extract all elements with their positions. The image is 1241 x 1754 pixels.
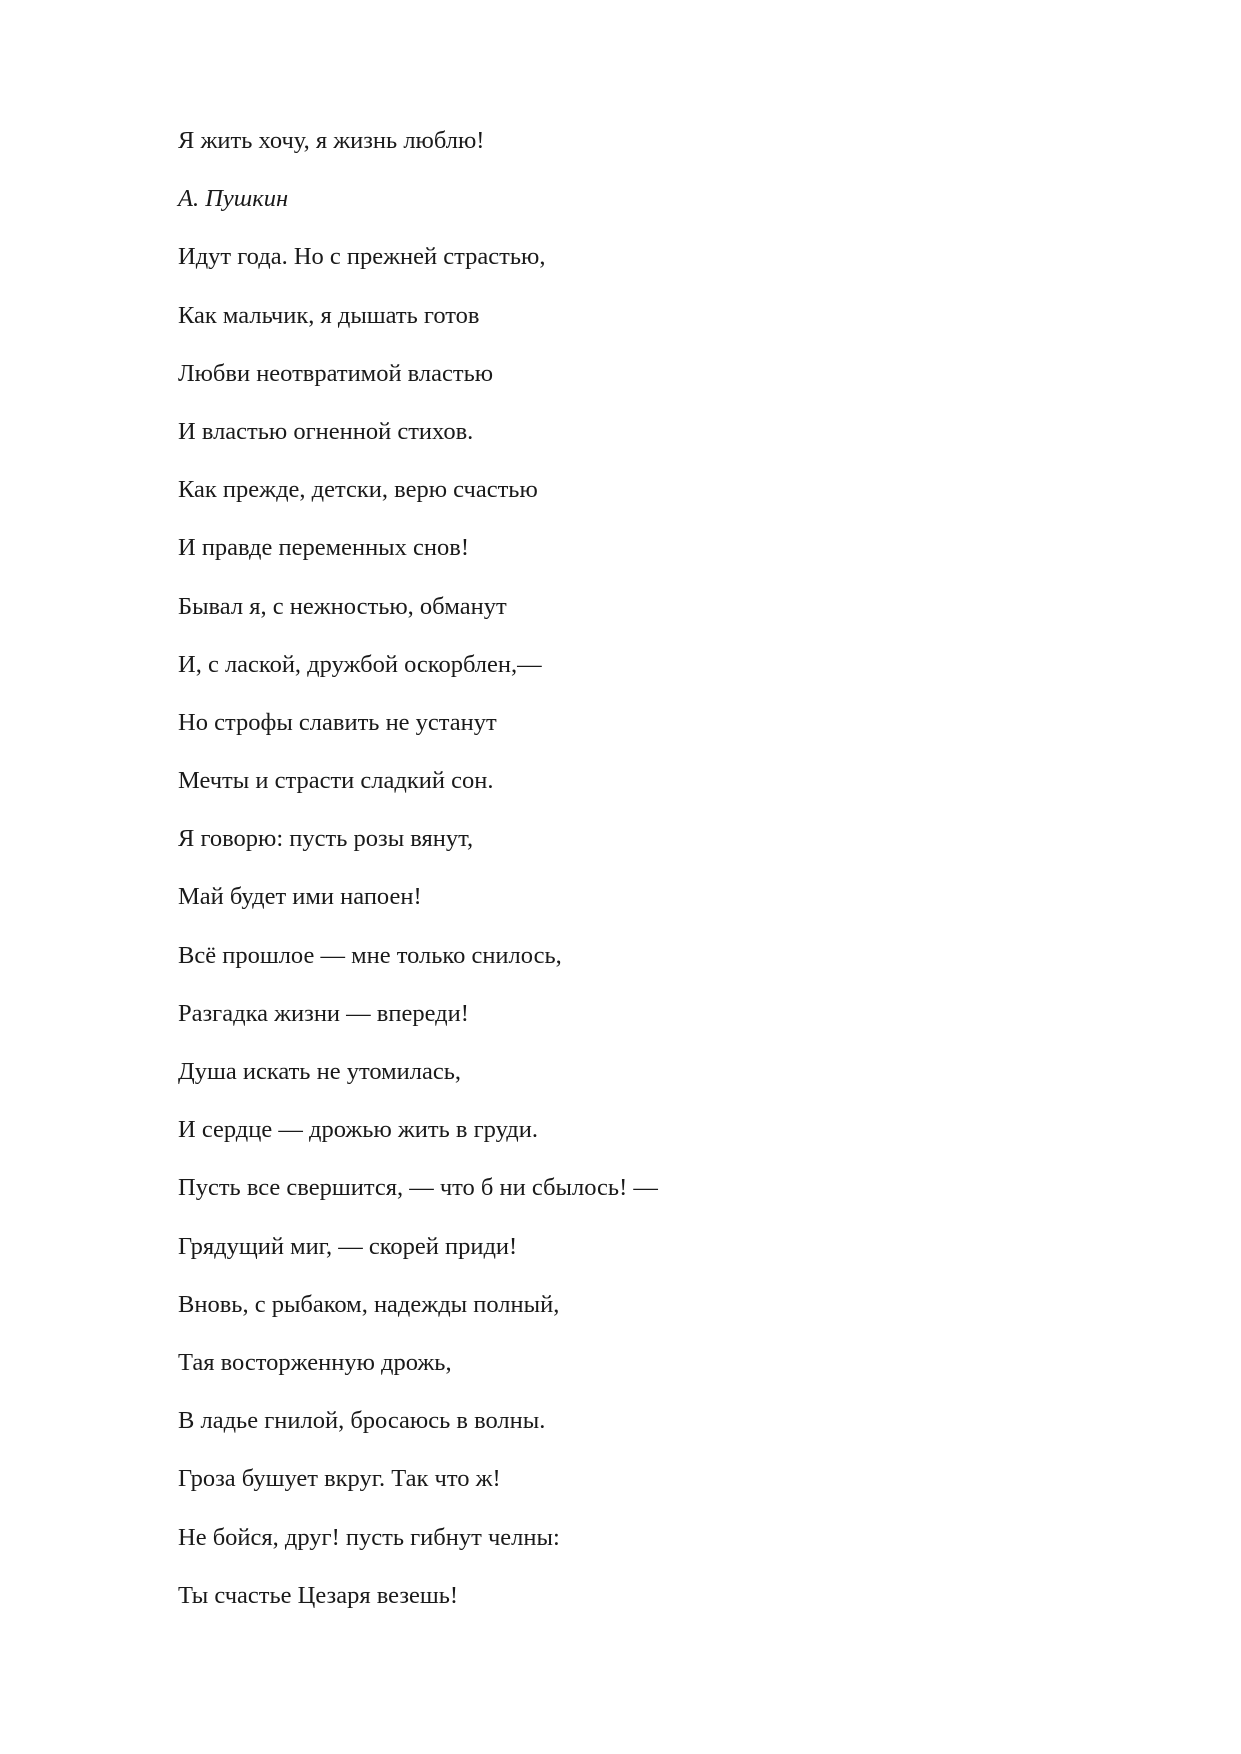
poem-line: Пусть все свершится, — что б ни сбылось! — bbox=[178, 1174, 658, 1202]
poem-line: И правде переменных снов! bbox=[178, 534, 469, 562]
poem-line: Как мальчик, я дышать готов bbox=[178, 301, 480, 329]
poem-line: Май будет ими напоен! bbox=[178, 883, 422, 911]
poem-line: Как прежде, детски, верю счастью bbox=[178, 476, 538, 504]
poem-line: И, с лаской, дружбой оскорблен,— bbox=[178, 650, 542, 678]
document-body bbox=[178, 112, 1078, 1625]
poem-line: Я говорю: пусть розы вянут, bbox=[178, 825, 474, 853]
poem-line: Но строфы славить не устанут bbox=[178, 708, 497, 736]
poem-line: И властью огненной стихов. bbox=[178, 417, 474, 445]
poem-line: Гроза бушует вкруг. Так что ж! bbox=[178, 1465, 501, 1493]
poem-line: Всё прошлое — мне только снилось, bbox=[178, 941, 562, 969]
poem-line: Вновь, с рыбаком, надежды полный, bbox=[178, 1290, 560, 1318]
poem-line: Грядущий миг, — скорей приди! bbox=[178, 1232, 518, 1260]
epigraph: Я жить хочу, я жизнь люблю! bbox=[178, 127, 485, 154]
poem-line: Мечты и страсти сладкий сон. bbox=[178, 767, 494, 795]
poem-line: В ладье гнилой, бросаюсь в волны. bbox=[178, 1407, 546, 1435]
poem-line: Разгадка жизни — впереди! bbox=[178, 999, 469, 1027]
poem-body bbox=[178, 228, 1078, 1625]
poem-line: Не бойся, друг! пусть гибнут челны: bbox=[178, 1523, 560, 1551]
poem-line: Любви неотвратимой властью bbox=[178, 359, 494, 387]
poem-line: Бывал я, с нежностью, обманут bbox=[178, 592, 507, 620]
poem-line: Ты счастье Цезаря везешь! bbox=[178, 1581, 459, 1609]
poem-line: Душа искать не утомилась, bbox=[178, 1058, 462, 1085]
poem-line: И сердце — дрожью жить в груди. bbox=[178, 1116, 538, 1144]
poem-line: Тая восторженную дрожь, bbox=[178, 1348, 452, 1376]
epigraph-author: А. Пушкин bbox=[178, 185, 289, 213]
poem-line: Идут года. Но с прежней страстью, bbox=[178, 243, 546, 271]
